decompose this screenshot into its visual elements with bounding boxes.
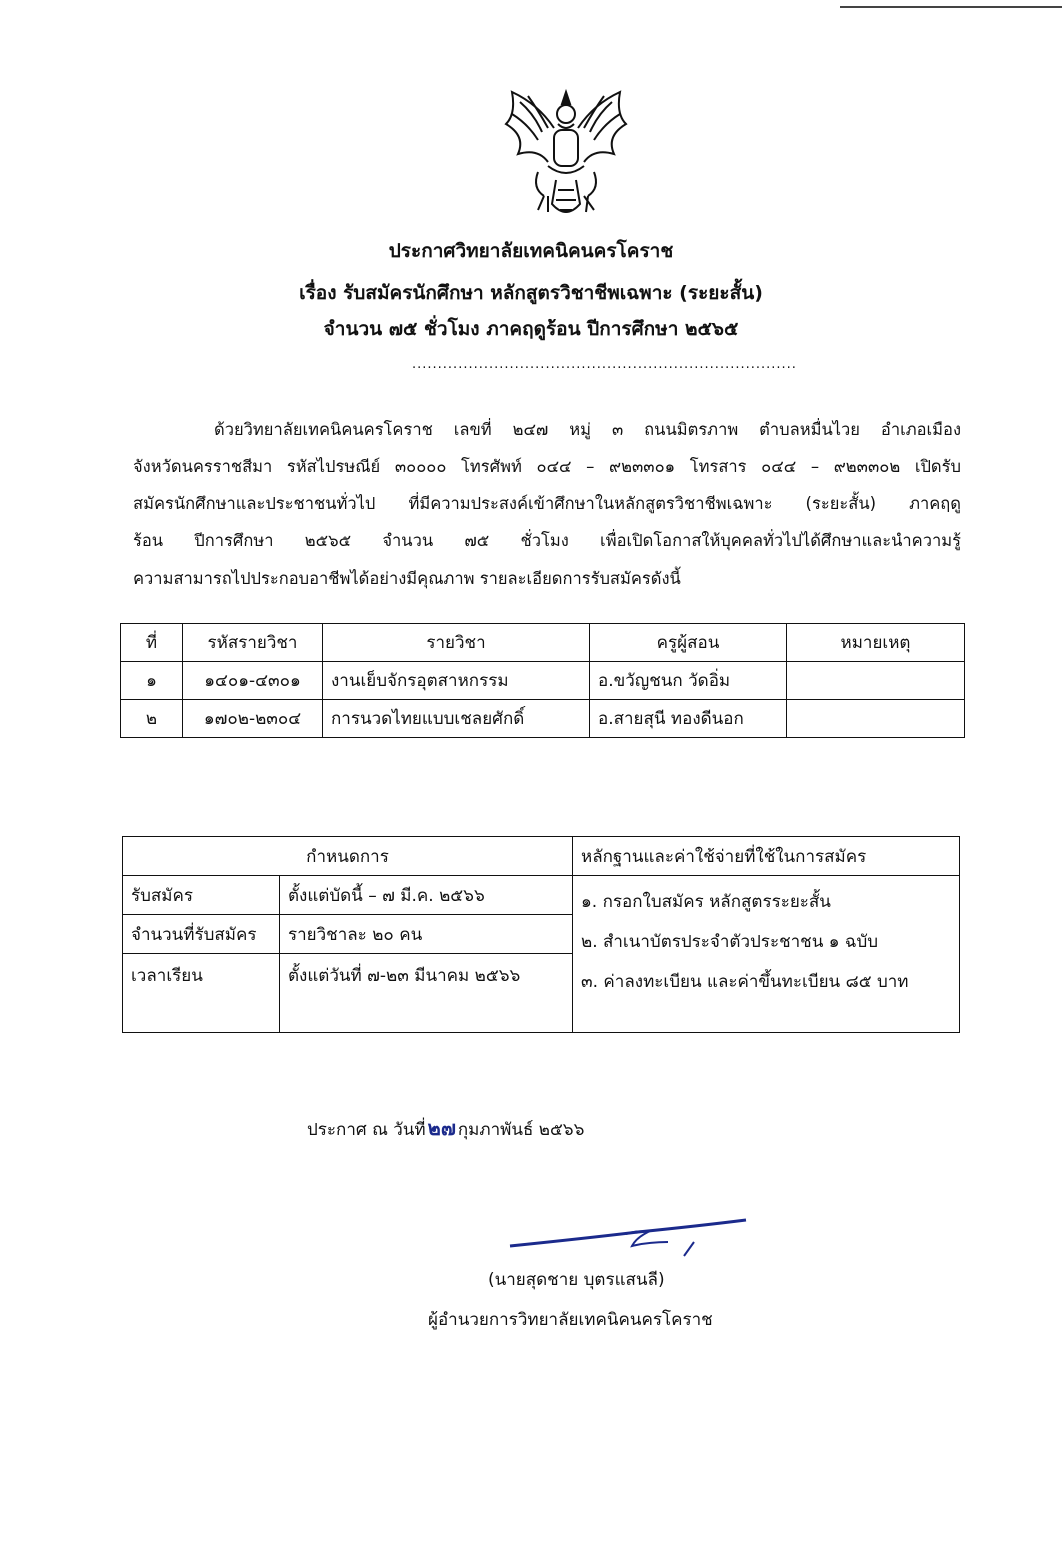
- garuda-emblem-icon: [498, 84, 634, 224]
- document-item: ๓. ค่าลงทะเบียน และค่าขึ้นทะเบียน ๘๕ บาท: [581, 972, 909, 992]
- announcement-title: ประกาศวิทยาลัยเทคนิคนครโคราช: [388, 240, 674, 262]
- course-code: ๑๔๐๑-๔๓๐๑: [183, 662, 323, 700]
- scan-edge-line: [840, 6, 1062, 8]
- course-code: ๑๗๐๒-๒๓๐๔: [183, 700, 323, 738]
- document-item: ๑. กรอกใบสมัคร หลักสูตรระยะสั้น: [581, 892, 831, 912]
- course-name: งานเย็บจักรอุตสาหกรรม: [323, 662, 590, 700]
- announcement-detail: จำนวน ๗๕ ชั่วโมง ภาคฤดูร้อน ปีการศึกษา ๒๕๖๕: [323, 318, 739, 340]
- body-line-5: ความสามารถไปประกอบอาชีพได้อย่างมีคุณภาพ รายละเอียดการรับสมัครดังนี้: [133, 569, 681, 588]
- col-remark-header: หมายเหตุ: [787, 624, 965, 662]
- col-course-header: รายวิชา: [323, 624, 590, 662]
- signatory-name: (นายสุดชาย บุตรแสนลี): [488, 1270, 665, 1290]
- course-teacher: อ.ขวัญชนก วัดอิ่ม: [590, 662, 787, 700]
- courses-table: [120, 623, 965, 738]
- table-row: [123, 876, 960, 915]
- courses-header-row: [121, 624, 965, 662]
- schedule-label: จำนวนที่รับสมัคร: [123, 915, 280, 954]
- course-number: ๑: [121, 662, 183, 700]
- signature-icon: [508, 1216, 748, 1266]
- table-row: [121, 662, 965, 700]
- body-line-2: จังหวัดนครราชสีมา รหัสไปรษณีย์ ๓๐๐๐๐ โทรศัพท์ ๐๔๔ – ๙๒๓๓๐๑ โทรสาร ๐๔๔ – ๙๒๓๓๐๒ เปิดรับ: [133, 457, 961, 476]
- signatory-position: ผู้อำนวยการวิทยาลัยเทคนิคนครโคราช: [428, 1310, 713, 1330]
- announce-day: ๒๗: [427, 1116, 456, 1140]
- body-line-1: ด้วยวิทยาลัยเทคนิคนครโคราช เลขที่ ๒๔๗ หมู่ ๓ ถนนมิตรภาพ ตำบลหมื่นไวย อำเภอเมือง: [214, 420, 961, 439]
- course-remark: [787, 662, 965, 700]
- document-item: ๒. สำเนาบัตรประจำตัวประชาชน ๑ ฉบับ: [581, 932, 879, 952]
- announce-date: [307, 1112, 584, 1144]
- schedule-value: ตั้งแต่วันที่ ๗-๒๓ มีนาคม ๒๕๖๖: [280, 954, 573, 1033]
- schedule-label: รับสมัคร: [123, 876, 280, 915]
- schedule-table: [122, 836, 960, 1033]
- documents-header: หลักฐานและค่าใช้จ่ายที่ใช้ในการสมัคร: [573, 837, 960, 876]
- course-remark: [787, 700, 965, 738]
- table-row: [121, 700, 965, 738]
- course-number: ๒: [121, 700, 183, 738]
- announce-month-year: กุมภาพันธ์ ๒๕๖๖: [457, 1120, 585, 1140]
- schedule-value: ตั้งแต่บัดนี้ – ๗ มี.ค. ๒๕๖๖: [280, 876, 573, 915]
- announcement-subject: เรื่อง รับสมัครนักศึกษา หลักสูตรวิชาชีพเฉพาะ (ระยะสั้น): [299, 282, 763, 304]
- col-teacher-header: ครูผู้สอน: [590, 624, 787, 662]
- schedule-value: รายวิชาละ ๒๐ คน: [280, 915, 573, 954]
- body-line-4: ร้อน ปีการศึกษา ๒๕๖๕ จำนวน ๗๕ ชั่วโมง เพื่อเปิดโอกาสให้บุคคลทั่วไปได้ศึกษาและนำความรู้: [133, 531, 961, 550]
- schedule-header: กำหนดการ: [123, 837, 573, 876]
- col-code-header: รหัสรายวิชา: [183, 624, 323, 662]
- course-name: การนวดไทยแบบเชลยศักดิ์: [323, 700, 590, 738]
- body-line-3: สมัครนักศึกษาและประชาชนทั่วไป ที่มีความประสงค์เข้าศึกษาในหลักสูตรวิชาชีพเฉพาะ (ระยะสั้น) ภาคฤดู: [133, 494, 961, 513]
- dotted-separator: ...........................................................................: [412, 357, 797, 372]
- announce-date-prefix: ประกาศ ณ วันที่: [307, 1120, 426, 1140]
- schedule-header-row: [123, 837, 960, 876]
- col-number-header: ที่: [121, 624, 183, 662]
- course-teacher: อ.สายสุนี ทองดีนอก: [590, 700, 787, 738]
- schedule-label: เวลาเรียน: [123, 954, 280, 1033]
- documents-list: [573, 876, 960, 1033]
